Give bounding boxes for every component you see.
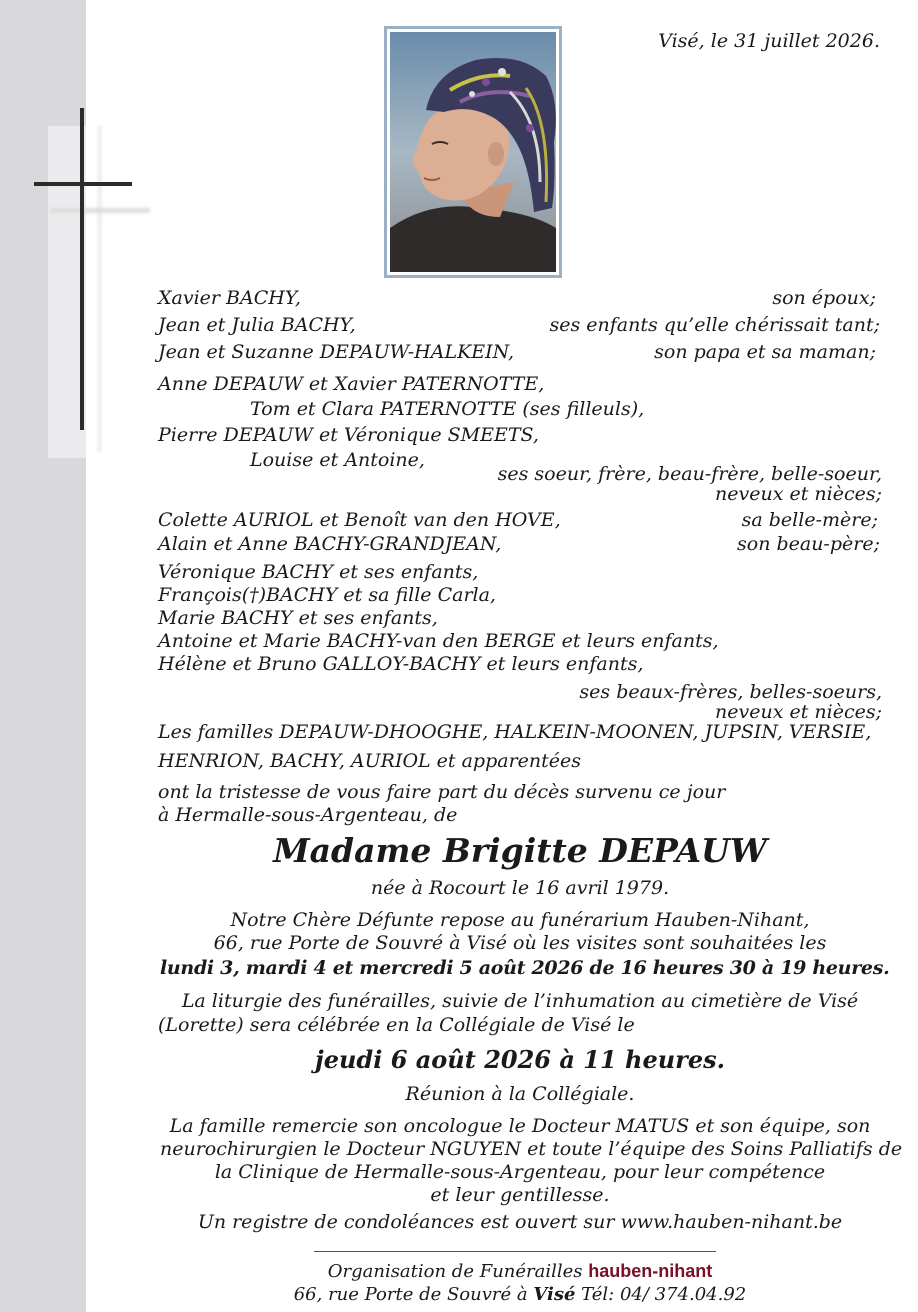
- footer-address-city: Visé: [533, 1284, 576, 1305]
- families-line: HENRION, BACHY, AURIOL et apparentées: [158, 750, 582, 772]
- family-name: Jean et Suzanne DEPAUW-HALKEIN,: [158, 341, 515, 363]
- inlaw-relation: son beau-père;: [737, 533, 880, 555]
- visitation-dates: lundi 3, mardi 4 et mercredi 5 août 2026 de 16 heures 30 à 19 heures.: [160, 957, 890, 979]
- funeral-date: jeudi 6 août 2026 à 11 heures.: [315, 1045, 725, 1074]
- footer-phone: Tél: 04/ 374.04.92: [581, 1284, 747, 1305]
- sibling-line: Louise et Antoine,: [250, 449, 425, 471]
- footer-address-prefix: 66, rue Porte de Souvré à: [293, 1284, 528, 1305]
- deceased-name: Madame Brigitte DEPAUW: [273, 831, 767, 870]
- bachy-line: Véronique BACHY et ses enfants,: [158, 561, 479, 583]
- siblings-relation: ses soeur, frère, beau-frère, belle-soeur,: [497, 463, 882, 485]
- family-name: Xavier BACHY,: [158, 287, 301, 309]
- date-line: Visé, le 31 juillet 2026.: [658, 30, 880, 52]
- footer-divider: [314, 1251, 716, 1252]
- cross-shadow: [97, 126, 102, 452]
- meeting-line: Réunion à la Collégiale.: [405, 1083, 635, 1105]
- inlaw-name: Colette AURIOL et Benoît van den HOVE,: [158, 509, 561, 531]
- family-relation: son époux;: [772, 287, 876, 309]
- thanks-line: La famille remercie son oncologue le Docteur MATUS et son équipe, son: [169, 1115, 871, 1137]
- sibling-line: Tom et Clara PATERNOTTE (ses filleuls),: [250, 398, 645, 420]
- families-line: Les familles DEPAUW-DHOOGHE, HALKEIN-MOONEN, JUPSIN, VERSIE,: [158, 721, 872, 743]
- footer-organisation: [160, 1259, 880, 1284]
- bachy-line: Antoine et Marie BACHY-van den BERGE et leurs enfants,: [158, 630, 719, 652]
- sibling-line: Anne DEPAUW et Xavier PATERNOTTE,: [158, 373, 545, 395]
- thanks-line: neurochirurgien le Docteur NGUYEN et toute l’équipe des Soins Palliatifs de: [160, 1138, 903, 1160]
- bachy-line: Marie BACHY et ses enfants,: [158, 607, 438, 629]
- bachy-line: François(†)BACHY et sa fille Carla,: [158, 584, 496, 606]
- thanks-line: et leur gentillesse.: [430, 1184, 610, 1206]
- bachy-relation: neveux et nièces;: [715, 701, 882, 723]
- inlaw-name: Alain et Anne BACHY-GRANDJEAN,: [158, 533, 502, 555]
- liturgy-line: La liturgie des funérailles, suivie de l’inhumation au cimetière de Visé: [181, 990, 859, 1012]
- family-name: Jean et Julia BACHY,: [158, 314, 356, 336]
- footer-org-prefix: Organisation de Funérailles: [327, 1261, 583, 1282]
- portrait-photo: [384, 26, 562, 278]
- birth-line: née à Rocourt le 16 avril 1979.: [370, 877, 670, 899]
- bachy-relation: ses beaux-frères, belles-soeurs,: [579, 681, 882, 703]
- family-relation: ses enfants qu’elle chérissait tant;: [549, 314, 880, 336]
- visitation-line: 66, rue Porte de Souvré à Visé où les visites sont souhaitées les: [213, 932, 827, 954]
- announcement-line: à Hermalle-sous-Argenteau, de: [158, 804, 458, 826]
- family-relation: son papa et sa maman;: [654, 341, 876, 363]
- inlaw-relation: sa belle-mère;: [741, 509, 878, 531]
- liturgy-line: (Lorette) sera célébrée en la Collégiale de Visé le: [158, 1014, 635, 1036]
- condolence-register: Un registre de condoléances est ouvert sur www.hauben-nihant.be: [197, 1211, 843, 1233]
- brand-logo: hauben-nihant: [588, 1261, 713, 1281]
- sibling-line: Pierre DEPAUW et Véronique SMEETS,: [158, 424, 539, 446]
- bachy-line: Hélène et Bruno GALLOY-BACHY et leurs enfants,: [158, 653, 644, 675]
- visitation-line: Notre Chère Défunte repose au funérarium Hauben-Nihant,: [230, 909, 810, 931]
- announcement-line: ont la tristesse de vous faire part du décès survenu ce jour: [158, 781, 726, 803]
- cross-shadow: [50, 208, 150, 213]
- footer-address: [160, 1283, 880, 1307]
- portrait-illustration: [390, 32, 556, 272]
- siblings-relation: neveux et nièces;: [715, 483, 882, 505]
- thanks-line: la Clinique de Hermalle-sous-Argenteau, pour leur compétence: [214, 1161, 826, 1183]
